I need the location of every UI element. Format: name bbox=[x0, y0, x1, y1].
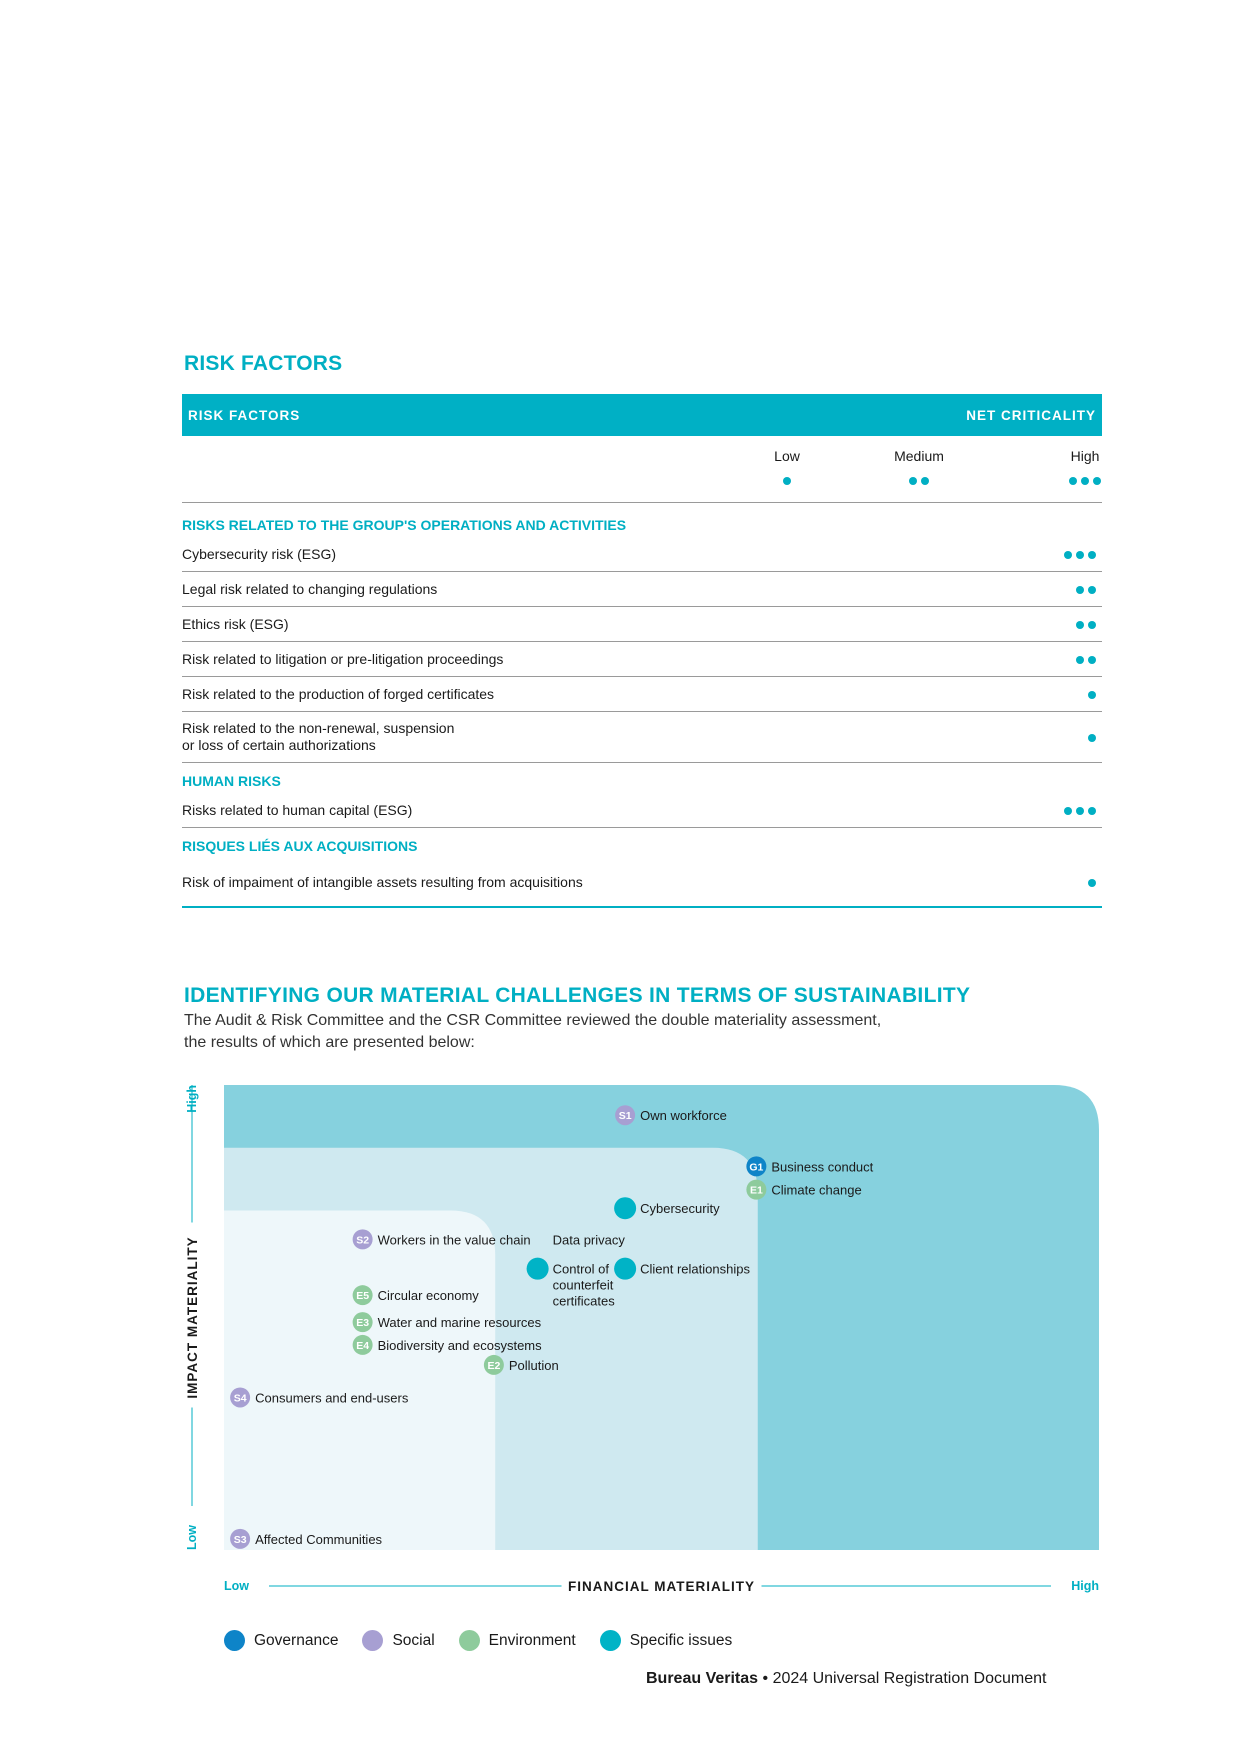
criticality-dot bbox=[1088, 586, 1096, 594]
matrix-point-label: Climate change bbox=[771, 1182, 862, 1198]
criticality-dot bbox=[921, 477, 929, 485]
matrix-marker-specific bbox=[614, 1258, 636, 1280]
matrix-marker-code: E3 bbox=[356, 1317, 370, 1330]
matrix-point-label: Cybersecurity bbox=[640, 1201, 720, 1217]
legend-item-specific bbox=[600, 1630, 733, 1651]
matrix-point-label: Consumers and end-users bbox=[255, 1390, 409, 1406]
risk-label: Risk related to the production of forged certificates bbox=[182, 685, 495, 702]
risk-group-heading: RISQUES LIÉS AUX ACQUISITIONS bbox=[182, 838, 418, 854]
criticality-level-label: High bbox=[1070, 448, 1100, 464]
matrix-marker-code: E5 bbox=[356, 1290, 370, 1303]
footer-separator: • bbox=[758, 1670, 773, 1687]
criticality-dot bbox=[1076, 656, 1084, 664]
page-footer bbox=[646, 1670, 1046, 1688]
criticality-level-label: Low bbox=[774, 448, 800, 464]
matrix-point-label: Workers in the value chain bbox=[377, 1232, 531, 1248]
risk-row bbox=[182, 537, 1102, 572]
footer-brand: Bureau Veritas bbox=[646, 1670, 759, 1687]
criticality-dot bbox=[1076, 621, 1084, 629]
criticality-level-label: Medium bbox=[894, 448, 944, 464]
criticality-dots bbox=[1074, 616, 1098, 632]
criticality-dots bbox=[747, 472, 827, 488]
matrix-point-label: Affected Communities bbox=[255, 1531, 383, 1547]
table-header-left: RISK FACTORS bbox=[188, 407, 301, 423]
matrix-point-label: Client relationships bbox=[640, 1261, 750, 1277]
criticality-dots bbox=[1045, 472, 1125, 488]
matrix-point-label: Own workforce bbox=[640, 1108, 727, 1124]
criticality-dot bbox=[1088, 691, 1096, 699]
risk-factors-table bbox=[182, 394, 1102, 908]
matrix-marker-code: E4 bbox=[356, 1339, 370, 1352]
legend-swatch bbox=[224, 1630, 245, 1651]
matrix-marker-code: S2 bbox=[356, 1234, 370, 1247]
risk-label: Risk related to the non-renewal, suspension or loss of certain authorizations bbox=[182, 720, 455, 753]
criticality-level-medium bbox=[879, 436, 959, 488]
risk-row bbox=[182, 712, 1102, 763]
matrix-point-label: Business conduct bbox=[771, 1159, 874, 1175]
criticality-dot bbox=[1093, 477, 1101, 485]
legend-label: Environment bbox=[488, 1631, 576, 1649]
risk-row bbox=[182, 572, 1102, 607]
double-materiality-matrix bbox=[176, 1085, 1111, 1625]
risk-label: Risk of impaiment of intangible assets resulting from acquisitions bbox=[182, 873, 583, 890]
matrix-point-label: Data privacy bbox=[552, 1232, 625, 1248]
y-axis-low-label: Low bbox=[185, 1525, 199, 1550]
criticality-dot bbox=[1076, 807, 1084, 815]
matrix-point-label: Circular economy bbox=[377, 1288, 479, 1304]
matrix-point-label: Control of counterfeit certificates bbox=[552, 1261, 615, 1309]
risk-row bbox=[182, 858, 1102, 908]
criticality-dot bbox=[1081, 477, 1089, 485]
chart-legend bbox=[224, 1630, 756, 1651]
materiality-subtitle: The Audit & Risk Committee and the CSR Committee reviewed the double materiality assessment, the results of which are presented below: bbox=[184, 1012, 882, 1051]
criticality-level-low bbox=[747, 436, 827, 488]
x-axis-low-label: Low bbox=[224, 1579, 249, 1593]
table-header bbox=[182, 394, 1102, 436]
criticality-dots bbox=[879, 472, 959, 488]
risk-group-heading: RISKS RELATED TO THE GROUP'S OPERATIONS AND ACTIVITIES bbox=[182, 517, 627, 533]
table-header-right: NET CRITICALITY bbox=[966, 407, 1096, 423]
x-axis-high-label: High bbox=[1071, 1579, 1099, 1593]
criticality-dot bbox=[1088, 879, 1096, 887]
criticality-dots bbox=[1062, 802, 1098, 818]
legend-label: Governance bbox=[254, 1631, 339, 1649]
matrix-point-label: Water and marine resources bbox=[377, 1315, 542, 1331]
criticality-level-high bbox=[1045, 436, 1125, 488]
legend-swatch bbox=[362, 1630, 383, 1651]
criticality-dot bbox=[1076, 586, 1084, 594]
matrix-marker-specific bbox=[614, 1197, 636, 1219]
criticality-dot bbox=[1088, 621, 1096, 629]
criticality-dots bbox=[1062, 546, 1098, 562]
risk-label: Ethics risk (ESG) bbox=[182, 615, 289, 632]
risk-row bbox=[182, 642, 1102, 677]
criticality-dot bbox=[1064, 807, 1072, 815]
matrix-marker-code: E2 bbox=[487, 1359, 501, 1372]
matrix-marker-specific bbox=[527, 1258, 549, 1280]
criticality-dot bbox=[1088, 551, 1096, 559]
criticality-dot bbox=[783, 477, 791, 485]
criticality-dot bbox=[1069, 477, 1077, 485]
legend-swatch bbox=[600, 1630, 621, 1651]
matrix-marker-code: G1 bbox=[749, 1161, 764, 1174]
legend-label: Social bbox=[392, 1631, 435, 1649]
x-axis-title: FINANCIAL MATERIALITY bbox=[568, 1579, 755, 1594]
risk-label: Cybersecurity risk (ESG) bbox=[182, 545, 337, 562]
legend-item-social bbox=[362, 1630, 434, 1651]
legend-item-environment bbox=[459, 1630, 576, 1651]
risk-row bbox=[182, 607, 1102, 642]
criticality-dot bbox=[1076, 551, 1084, 559]
matrix-point-label: Pollution bbox=[508, 1357, 559, 1373]
criticality-dots bbox=[1086, 729, 1098, 745]
criticality-dots bbox=[1074, 651, 1098, 667]
risk-label: Legal risk related to changing regulations bbox=[182, 580, 438, 597]
matrix-point-label: Biodiversity and ecosystems bbox=[377, 1337, 542, 1353]
criticality-dots bbox=[1074, 581, 1098, 597]
footer-document: 2024 Universal Registration Document bbox=[772, 1670, 1047, 1687]
criticality-dots bbox=[1086, 874, 1098, 890]
risk-row bbox=[182, 793, 1102, 828]
legend-item-governance bbox=[224, 1630, 338, 1651]
criticality-dot bbox=[1088, 807, 1096, 815]
risk-factors-title: RISK FACTORS bbox=[184, 352, 343, 375]
risk-table-body bbox=[182, 503, 1102, 908]
matrix-marker-code: S3 bbox=[233, 1533, 247, 1546]
risk-row bbox=[182, 677, 1102, 712]
y-axis-high-label: High bbox=[185, 1085, 199, 1113]
criticality-dot bbox=[1088, 656, 1096, 664]
y-axis-title: IMPACT MATERIALITY bbox=[185, 1236, 200, 1399]
criticality-dot bbox=[1064, 551, 1072, 559]
matrix-marker-code: S4 bbox=[233, 1392, 247, 1405]
criticality-dots bbox=[1086, 686, 1098, 702]
legend-label: Specific issues bbox=[629, 1631, 733, 1649]
materiality-zone-low bbox=[224, 1211, 495, 1550]
criticality-dot bbox=[1088, 734, 1096, 742]
criticality-legend-row bbox=[182, 436, 1102, 503]
risk-group-heading: HUMAN RISKS bbox=[182, 773, 281, 789]
criticality-dot bbox=[909, 477, 917, 485]
legend-swatch bbox=[459, 1630, 480, 1651]
risk-label: Risk related to litigation or pre-litigation proceedings bbox=[182, 650, 504, 667]
matrix-marker-code: S1 bbox=[618, 1110, 632, 1123]
matrix-marker-code: E1 bbox=[749, 1184, 763, 1197]
risk-label: Risks related to human capital (ESG) bbox=[182, 801, 413, 818]
materiality-title: IDENTIFYING OUR MATERIAL CHALLENGES IN TERMS OF SUSTAINABILITY bbox=[184, 984, 971, 1007]
